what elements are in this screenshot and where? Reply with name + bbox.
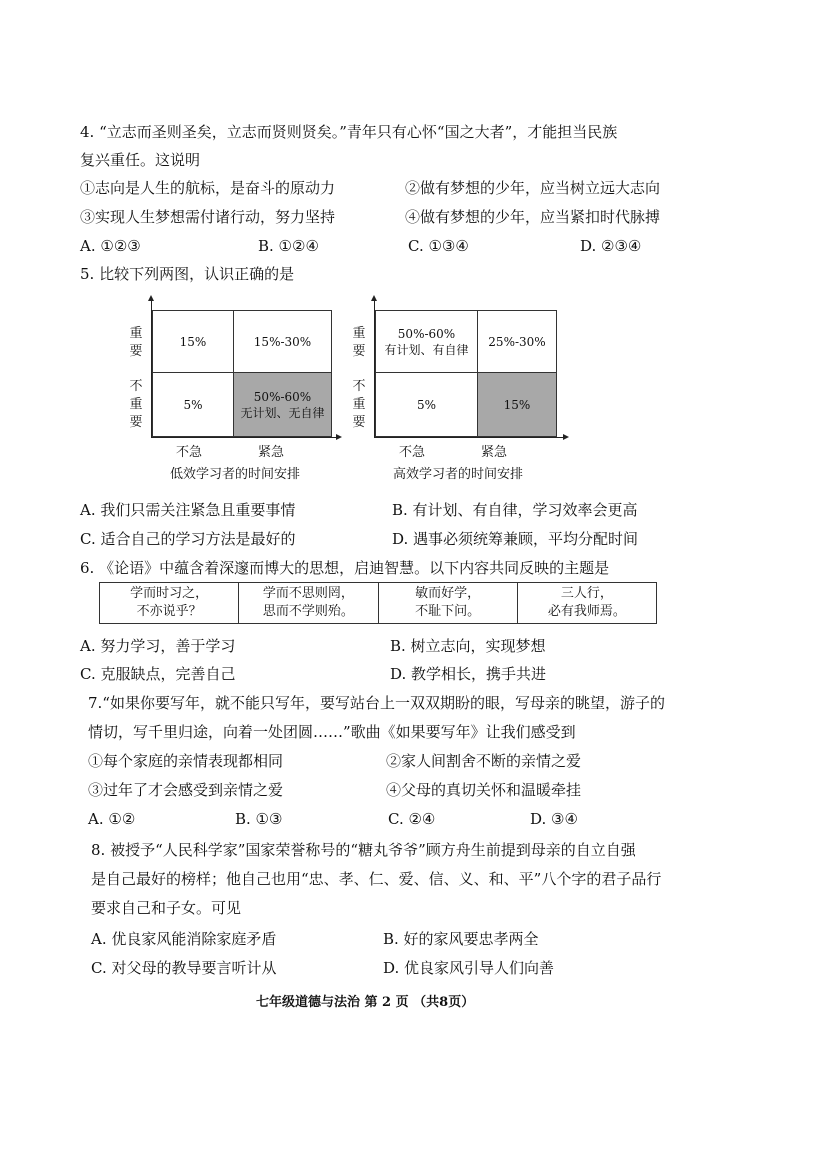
right-label-important: 重要 — [352, 326, 366, 359]
left-cell-unimportant-not-urgent: 5% — [152, 372, 234, 437]
page-footer: 七年级道德与法治 第 2 页 （共8页） — [256, 995, 475, 1010]
q7-option-b[interactable]: B. ①③ — [235, 810, 283, 828]
left-x-label-not-urgent: 不急 — [176, 445, 203, 460]
q7-statement-2: ②家人间割舍不断的亲情之爱 — [386, 752, 582, 770]
lunyu-quote-cell-1: 学而时习之， 不亦说乎？ — [100, 583, 239, 624]
left-label-not-important: 不重要 — [129, 379, 143, 430]
q7-statement-1: ①每个家庭的亲情表现都相同 — [88, 752, 284, 770]
q5-option-a[interactable]: A. 我们只需关注紧急且重要事情 — [80, 501, 296, 519]
right-label-not-important: 不重要 — [352, 379, 366, 430]
q5-option-b[interactable]: B. 有计划、有自律，学习效率会更高 — [392, 501, 638, 519]
q8-option-a[interactable]: A. 优良家风能消除家庭矛盾 — [91, 930, 277, 948]
q7-option-a[interactable]: A. ①② — [88, 810, 136, 828]
q7-stem-line2: 情切，写千里归途，向着一处团圆……”歌曲《如果要写年》让我们感受到 — [88, 723, 576, 741]
left-label-important: 重要 — [129, 326, 143, 359]
q6-stem: 6. 《论语》中蕴含着深邃而博大的思想，启迪智慧。以下内容共同反映的主题是 — [80, 559, 610, 577]
q4-option-c[interactable]: C. ①③④ — [408, 237, 469, 255]
q8-option-c[interactable]: C. 对父母的教导要言听计从 — [91, 959, 277, 977]
q7-option-d[interactable]: D. ③④ — [530, 810, 578, 828]
q4-statement-2: ②做有梦想的少年，应当树立远大志向 — [405, 179, 661, 197]
q6-option-b[interactable]: B. 树立志向，实现梦想 — [390, 637, 546, 655]
left-cell-important-urgent: 15%-30% — [233, 310, 332, 373]
q5-option-c[interactable]: C. 适合自己的学习方法是最好的 — [80, 530, 296, 548]
left-y-arrow-icon — [148, 295, 154, 301]
right-x-axis — [374, 437, 564, 438]
lunyu-quote-cell-4: 三人行， 必有我师焉。 — [517, 583, 656, 624]
q8-option-d[interactable]: D. 优良家风引导人们向善 — [383, 959, 555, 977]
right-x-label-not-urgent: 不急 — [399, 445, 426, 460]
left-cell-important-not-urgent: 15% — [152, 310, 234, 373]
q4-statement-1: ①志向是人生的航标，是奋斗的原动力 — [80, 179, 336, 197]
left-x-label-urgent: 紧急 — [258, 445, 285, 460]
q4-option-b[interactable]: B. ①②④ — [258, 237, 319, 255]
q8-stem-line3: 要求自己和子女。可见 — [91, 899, 242, 917]
lunyu-quote-row — [100, 583, 657, 624]
q6-option-a[interactable]: A. 努力学习，善于学习 — [80, 637, 236, 655]
q8-stem-line2: 是自己最好的榜样；他自己也用“忠、孝、仁、爱、信、义、和、平”八个字的君子品行 — [91, 870, 662, 888]
right-cell-important-urgent: 25%-30% — [477, 310, 557, 373]
lunyu-quote-cell-2: 学而不思则罔， 思而不学则殆。 — [239, 583, 378, 624]
q5-stem: 5. 比较下列两图，认识正确的是 — [80, 265, 295, 283]
q4-stem-line2: 复兴重任。这说明 — [80, 151, 201, 169]
q4-statement-4: ④做有梦想的少年，应当紧扣时代脉搏 — [405, 208, 661, 226]
q6-option-d[interactable]: D. 教学相长，携手共进 — [390, 665, 547, 683]
q7-stem-line1: 7.“如果你要写年，就不能只写年，要写站台上一双双期盼的眼，写母亲的眺望，游子的 — [88, 694, 665, 712]
right-cell-unimportant-not-urgent: 5% — [375, 372, 478, 437]
q4-stem-line1: 4. “立志而圣则圣矣，立志而贤则贤矣。”青年只有心怀“国之大者”，才能担当民族 — [80, 123, 618, 141]
q5-option-d[interactable]: D. 遇事必须统筹兼顾，平均分配时间 — [392, 530, 639, 548]
right-x-label-urgent: 紧急 — [481, 445, 508, 460]
q7-option-c[interactable]: C. ②④ — [388, 810, 436, 828]
right-x-arrow-icon — [563, 434, 569, 440]
q4-option-d[interactable]: D. ②③④ — [580, 237, 642, 255]
right-cell-important-not-urgent: 50%-60% 有计划、有自律 — [375, 310, 478, 373]
left-x-arrow-icon — [336, 434, 342, 440]
left-cell-unimportant-urgent: 50%-60% 无计划、无自律 — [233, 372, 332, 437]
q4-statement-3: ③实现人生梦想需付诸行动，努力坚持 — [80, 208, 336, 226]
right-y-arrow-icon — [371, 295, 377, 301]
right-caption: 高效学习者的时间安排 — [393, 467, 524, 482]
right-cell-unimportant-urgent: 15% — [477, 372, 557, 437]
left-caption: 低效学习者的时间安排 — [170, 467, 301, 482]
q4-option-a[interactable]: A. ①②③ — [80, 237, 141, 255]
left-x-axis — [151, 437, 337, 438]
lunyu-quote-cell-3: 敏而好学， 不耻下问。 — [378, 583, 517, 624]
q7-statement-4: ④父母的真切关怀和温暖牵挂 — [386, 781, 582, 799]
q8-stem-line1: 8. 被授予“人民科学家”国家荣誉称号的“糖丸爷爷”顾方舟生前提到母亲的自立自强 — [91, 841, 636, 859]
q8-option-b[interactable]: B. 好的家风要忠孝两全 — [383, 930, 539, 948]
lunyu-quote-table — [99, 582, 657, 624]
q7-statement-3: ③过年了才会感受到亲情之爱 — [88, 781, 284, 799]
q6-option-c[interactable]: C. 克服缺点，完善自己 — [80, 665, 236, 683]
